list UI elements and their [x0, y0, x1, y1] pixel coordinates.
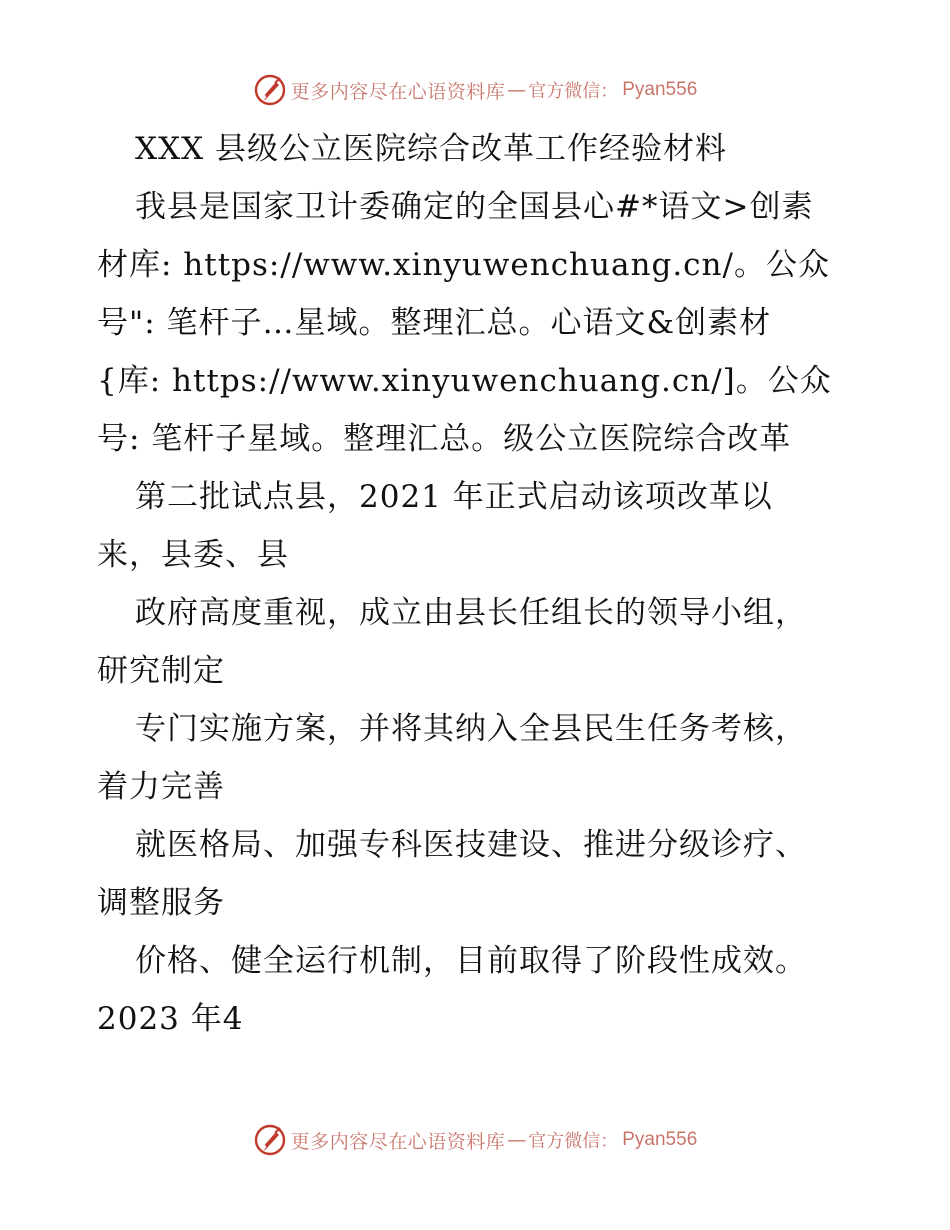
banner-dash: —	[507, 79, 527, 101]
banner-wechat-label: 官方微信：	[528, 1131, 619, 1152]
paragraph-line: 着力完善	[97, 769, 225, 805]
paragraph-line: 价格、健全运行机制，目前取得了阶段性成效。	[135, 943, 807, 979]
paragraph-line: 就医格局、加强专科医技建设、推进分级诊疗、	[135, 827, 807, 863]
paragraph-line: 我县是国家卫计委确定的全国县心#*语文>创素	[135, 189, 814, 225]
document-body	[97, 120, 857, 1048]
banner-wechat-label: 官方微信：	[528, 81, 619, 102]
paragraph-line: 政府高度重视，成立由县长任组长的领导小组，	[135, 595, 807, 631]
banner-dash: —	[507, 1129, 527, 1151]
paragraph-line: 来，县委、县	[97, 537, 289, 573]
banner-text: 更多内容尽在心语资料库	[290, 80, 506, 103]
quill-logo-icon	[253, 1123, 287, 1157]
document-title: XXX 县级公立医院综合改革工作经验材料	[135, 131, 728, 167]
banner-text: 更多内容尽在心语资料库	[290, 1130, 506, 1153]
header-watermark-banner	[0, 70, 950, 110]
paragraph-line: 号: 笔杆子星域。整理汇总。级公立医院综合改革	[97, 421, 792, 457]
quill-logo-icon	[253, 73, 287, 107]
paragraph-line: 研究制定	[97, 653, 225, 689]
banner-wechat-id: Pyan556	[622, 79, 698, 100]
paragraph-line: 材库: https://www.xinyuwenchuang.cn/。公众	[97, 247, 830, 283]
banner-wechat-id: Pyan556	[622, 1129, 698, 1150]
paragraph-line: 2023 年4	[97, 1001, 244, 1037]
footer-watermark-banner	[0, 1120, 950, 1160]
paragraph-line: 第二批试点县，2021 年正式启动该项改革以	[135, 479, 773, 515]
paragraph-line: 调整服务	[97, 885, 225, 921]
paragraph-line: 号": 笔杆子…星域。整理汇总。心语文&创素材	[97, 305, 772, 341]
paragraph-line: {库: https://www.xinyuwenchuang.cn/]。公众	[97, 363, 832, 399]
paragraph-line: 专门实施方案，并将其纳入全县民生任务考核，	[135, 711, 807, 747]
